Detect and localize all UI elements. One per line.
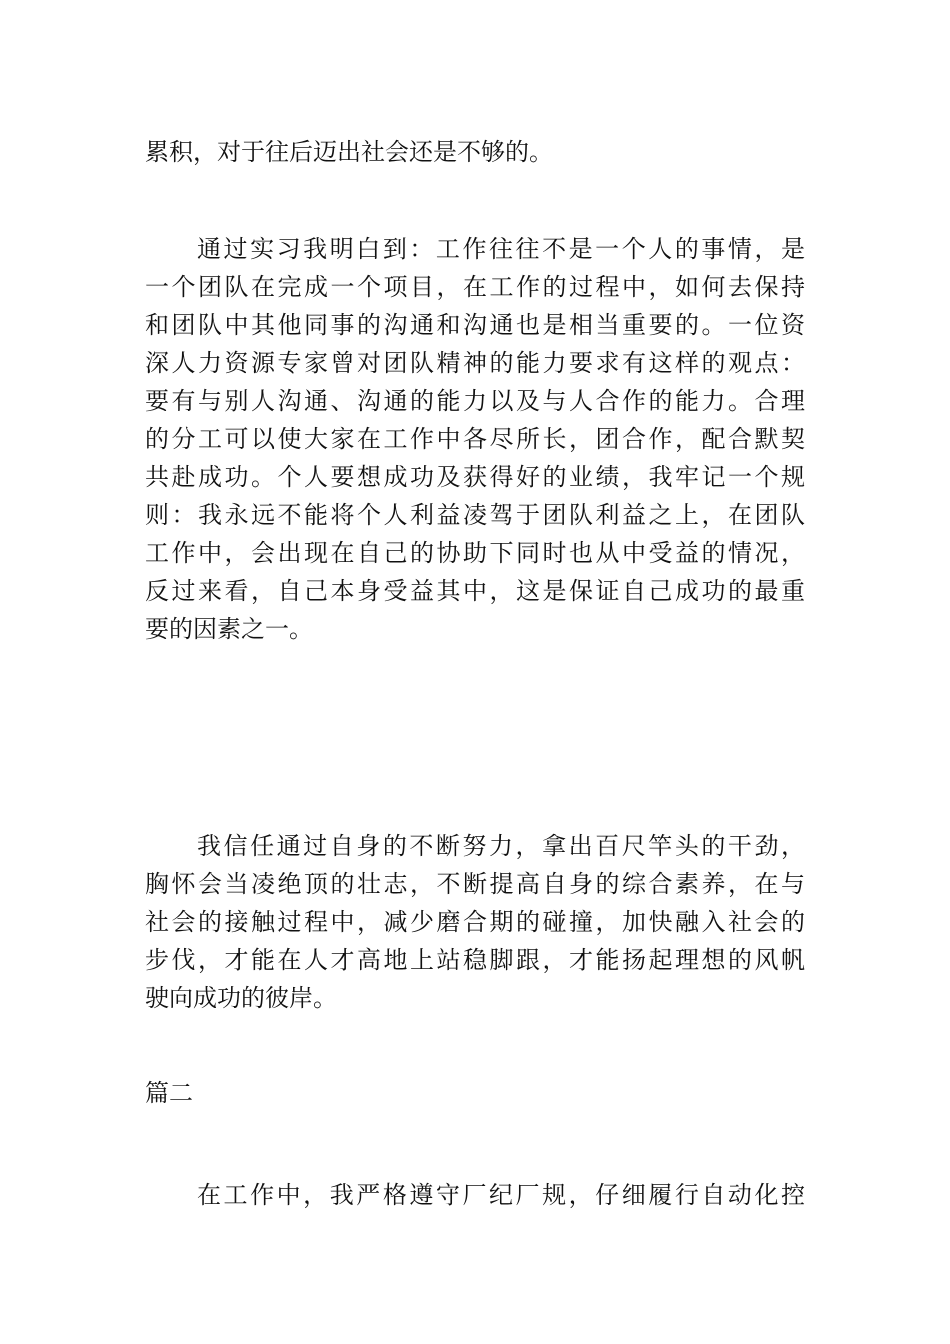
paragraph-line: 要的因素之一。	[145, 615, 313, 643]
paragraph-line: 通过实习我明白到：工作往往不是一个人的事情，是	[197, 235, 805, 263]
section-heading	[145, 1074, 805, 1112]
paragraph-line: 一个团队在完成一个项目，在工作的过程中，如何去保持	[145, 273, 805, 301]
paragraph-line: 则：我永远不能将个人利益凌驾于团队利益之上，在团队	[145, 501, 805, 529]
paragraph-line: 步伐，才能在人才高地上站稳脚跟，才能扬起理想的风帆	[145, 946, 805, 974]
paragraph-line: 社会的接触过程中，减少磨合期的碰撞，加快融入社会的	[145, 908, 805, 936]
paragraph-line: 共赴成功。个人要想成功及获得好的业绩，我牢记一个规	[145, 463, 805, 491]
paragraph-line: 的分工可以使大家在工作中各尽所长，团合作，配合默契	[145, 425, 805, 453]
paragraph-line: 累积，对于往后迈出社会还是不够的。	[145, 138, 553, 166]
paragraph-self-improvement	[145, 827, 805, 1017]
paragraph-line: 胸怀会当凌绝顶的壮志，不断提高自身的综合素养，在与	[145, 870, 805, 898]
paragraph-line: 驶向成功的彼岸。	[145, 984, 337, 1012]
paragraph-continuation	[145, 133, 805, 171]
paragraph-line: 工作中，会出现在自己的协助下同时也从中受益的情况，	[145, 539, 805, 567]
paragraph-line: 和团队中其他同事的沟通和沟通也是相当重要的。一位资	[145, 311, 805, 339]
paragraph-line: 反过来看，自己本身受益其中，这是保证自己成功的最重	[145, 577, 805, 605]
paragraph-teamwork	[145, 230, 805, 648]
paragraph-line: 深人力资源专家曾对团队精神的能力要求有这样的观点：	[145, 349, 805, 377]
paragraph-work-discipline	[145, 1176, 805, 1214]
paragraph-line: 要有与别人沟通、沟通的能力以及与人合作的能力。合理	[145, 387, 805, 415]
paragraph-line: 我信任通过自身的不断努力，拿出百尺竿头的干劲，	[197, 832, 805, 860]
paragraph-line: 在工作中，我严格遵守厂纪厂规，仔细履行自动化控	[197, 1181, 805, 1209]
section-heading-text: 篇二	[145, 1079, 193, 1107]
